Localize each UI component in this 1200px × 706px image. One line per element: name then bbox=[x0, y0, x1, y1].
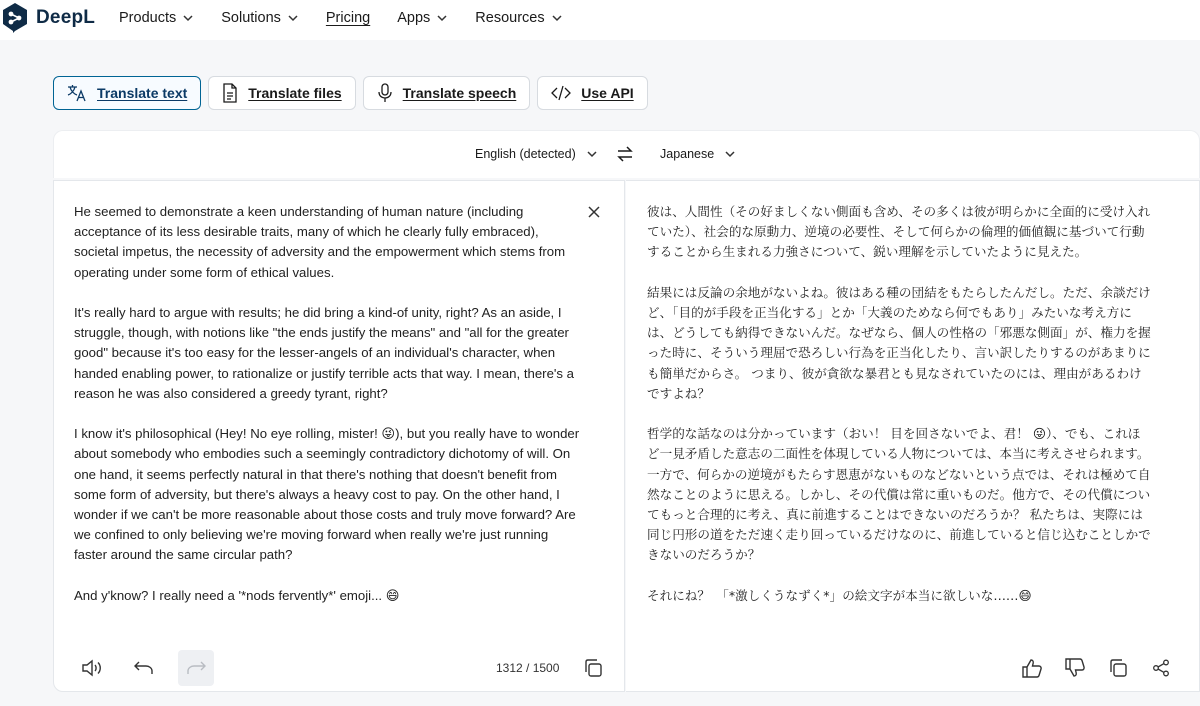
copy-source-button[interactable] bbox=[575, 650, 611, 686]
document-icon bbox=[222, 83, 238, 103]
chevron-down-icon bbox=[436, 12, 448, 24]
language-selector-bar bbox=[53, 130, 1200, 178]
deepl-logo[interactable] bbox=[2, 2, 95, 34]
top-navigation bbox=[0, 0, 1200, 40]
chevron-down-icon bbox=[182, 12, 194, 24]
target-paragraph: 彼は、人間性（その好ましくない側面も含め、その多くは彼が明らかに全面的に受け入れていた）、社会的な原動力、逆境の必要性、そして何らかの倫理的価値観に基づいて行動することから生まれる力強さについて、鋭い理解を示していたように見えた。 bbox=[647, 204, 1151, 260]
use-api-button[interactable] bbox=[537, 76, 647, 110]
source-paragraph: He seemed to demonstrate a keen understanding of human nature (including acceptance of its less desirable traits, many of which he clearly fully embraced), societal impetus, the necessity of adversity and the empowerment which stems from operating under some form of ethical values. bbox=[74, 204, 566, 280]
copy-translation-button[interactable] bbox=[1100, 650, 1136, 686]
nav-item-label: Solutions bbox=[221, 10, 281, 26]
source-text-panel bbox=[53, 180, 625, 692]
source-paragraph: And y'know? I really need a '*nods fervently*' emoji... 😄 bbox=[74, 587, 400, 603]
thumbs-down-button[interactable] bbox=[1057, 650, 1093, 686]
chevron-down-icon bbox=[724, 148, 736, 160]
speaker-icon bbox=[81, 659, 103, 677]
nav-item-apps[interactable] bbox=[397, 10, 448, 26]
close-icon[interactable] bbox=[587, 205, 601, 219]
thumbs-up-icon bbox=[1021, 658, 1043, 678]
source-language-select[interactable] bbox=[475, 147, 598, 161]
chevron-down-icon bbox=[287, 12, 299, 24]
thumbs-up-button[interactable] bbox=[1014, 650, 1050, 686]
nav-item-products[interactable] bbox=[119, 10, 194, 26]
target-paragraph: 哲学的な話なのは分かっています（おい！ 目を回さないでよ、君！ 😜）、でも、これほど一見矛盾した意志の二面性を体現している人物については、本当に考えさせられます。 一方で、何らかの逆境がもたらす恩恵がないものなどないという点では、それは極めて自然なことのように思える。しかし、その代償は常に重いものだ。他方で、その代償についてもっと合理的に考え、真に前進することはできないのだろうか？ 私たちは、実際には同じ円形の道をただ速く走り回っているだけなのに、前進していると信じ込むことしかできないのだろうか？ bbox=[647, 426, 1151, 563]
swap-languages-icon[interactable] bbox=[617, 145, 633, 163]
nav-item-solutions[interactable] bbox=[221, 10, 299, 26]
undo-icon bbox=[134, 660, 154, 676]
share-icon bbox=[1152, 659, 1170, 677]
translate-files-button[interactable] bbox=[208, 76, 355, 110]
translation-output-panel bbox=[626, 180, 1200, 692]
source-toolbar bbox=[74, 650, 214, 686]
nav-item-resources[interactable] bbox=[475, 10, 562, 26]
redo-icon bbox=[186, 660, 206, 676]
translate-speech-button[interactable] bbox=[363, 76, 531, 110]
redo-button[interactable] bbox=[178, 650, 214, 686]
translate-text-label: Translate text bbox=[97, 85, 188, 101]
translate-files-label: Translate files bbox=[248, 85, 342, 101]
target-language-label: Japanese bbox=[660, 147, 715, 161]
nav-item-label: Apps bbox=[397, 10, 431, 26]
source-paragraph: It's really hard to argue with results; he did bring a kind-of unity, right? As an aside, I struggle, though, with notions like "the ends justify the means" and "all for the greater good" because it's too easy for the lesser-angels of an individual's character, when handed enabling power, to rationalize or justify terrible acts that way. I mean, there's a reason he was also considered a greedy tyrant, right? bbox=[74, 305, 575, 401]
nav-item-label: Pricing bbox=[325, 10, 371, 26]
target-paragraph: それにね？ 「*激しくうなずく*」の絵文字が本当に欲しいな……😄 bbox=[647, 587, 1032, 603]
microphone-icon bbox=[377, 83, 393, 103]
copy-icon bbox=[583, 658, 603, 678]
nav-item-label: Resources bbox=[475, 10, 545, 26]
translate-text-button[interactable] bbox=[53, 76, 201, 110]
output-toolbar bbox=[1014, 650, 1179, 686]
translate-speech-label: Translate speech bbox=[402, 85, 517, 101]
target-language-select[interactable] bbox=[660, 147, 736, 161]
nav-item-pricing[interactable] bbox=[326, 10, 370, 26]
translation-mode-tabs bbox=[53, 76, 648, 110]
source-language-label: English (detected) bbox=[475, 147, 576, 161]
thumbs-down-icon bbox=[1064, 658, 1086, 678]
use-api-label: Use API bbox=[581, 85, 634, 101]
target-paragraph: 結果には反論の余地がないよね。彼はある種の団結をもたらしたんだし。ただ、余談だけど、「目的が手段を正当化する」とか「大義のためなら何でもあり」みたいな考え方には、どうしても納得できないんだ。なぜなら、個人の性格の「邪悪な側面」が、権力を握った時に、そういう理屈で恐ろしい行為を正当化したり、言い訳したりするのがあまりにも簡単だからさ。 つまり、彼が貪欲な暴君とも見なされていたのには、理由があるわけですよね？ bbox=[647, 284, 1151, 401]
translated-text bbox=[647, 202, 1151, 626]
code-icon bbox=[551, 85, 571, 101]
chevron-down-icon bbox=[586, 148, 598, 160]
deepl-logo-icon bbox=[2, 2, 28, 34]
source-paragraph: I know it's philosophical (Hey! No eye rolling, mister! 😜), but you really have to wonder about somebody who embodies such a seemingly contradictory dichotomy of will. On one hand, it seems perfectly natural in that there's nothing that doesn't benefit from some form of adversity, but there's always a heavy cost to pay. On the other hand, I wonder if we can't be more reasonable about those costs and truly move forward? Are we confined to only believing we're moving forward when really we're just running faster around the same circular path? bbox=[74, 426, 580, 563]
source-text-input[interactable] bbox=[74, 202, 584, 626]
nav-menu bbox=[119, 10, 590, 26]
character-count: 1312 / 1500 bbox=[496, 661, 560, 675]
share-button[interactable] bbox=[1143, 650, 1179, 686]
listen-button[interactable] bbox=[74, 650, 110, 686]
copy-icon bbox=[1108, 658, 1128, 678]
nav-item-label: Products bbox=[119, 10, 177, 26]
undo-button[interactable] bbox=[126, 650, 162, 686]
brand-name: DeepL bbox=[36, 7, 96, 28]
chevron-down-icon bbox=[551, 12, 563, 24]
translate-icon bbox=[67, 84, 87, 102]
